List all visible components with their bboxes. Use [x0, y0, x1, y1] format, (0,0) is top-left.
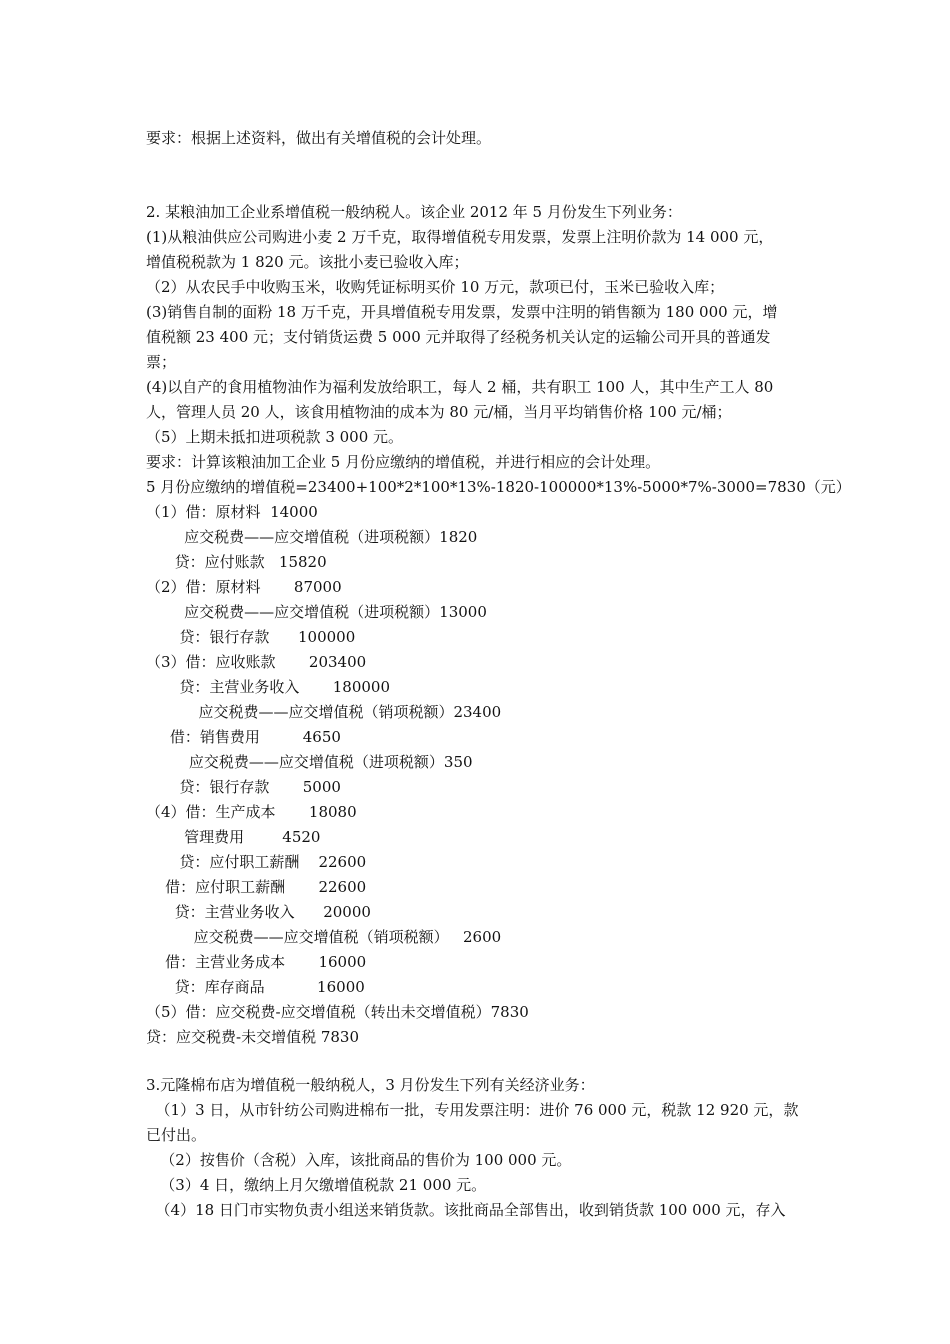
problem-2-requirement: 要求：计算该粮油加工企业 5 月份应缴纳的增值税，并进行相应的会计处理。: [146, 453, 661, 471]
problem-3-item: （1）3 日，从市针纺公司购进棉布一批，专用发票注明：进价 76 000 元，税款 12 920 元，款: [146, 1101, 799, 1119]
problem-2-item: 人，管理人员 20 人，该食用植物油的成本为 80 元/桶，当月平均销售价格 100 元/桶；: [146, 403, 732, 421]
journal-entry-line: 贷：应付账款 15820: [146, 553, 327, 571]
problem-3-item: （4）18 日门市实物负责小组送来销货款。该批商品全部售出，收到销货款 100 000 元，存入: [146, 1201, 786, 1219]
journal-entry-line: 借：销售费用 4650: [146, 728, 341, 746]
problem-2-item: （2）从农民手中收购玉米，收购凭证标明买价 10 万元，款项已付，玉米已验收入库；: [146, 278, 725, 296]
problem-2-item: (4)以自产的食用植物油作为福利发放给职工，每人 2 桶，共有职工 100 人，其中生产工人 80: [146, 378, 774, 396]
problem-3-item: （2）按售价（含税）入库，该批商品的售价为 100 000 元。: [146, 1151, 572, 1169]
journal-entry-line: 应交税费——应交增值税（进项税额）1820: [146, 528, 478, 546]
journal-entry-line: （5）借：应交税费-应交增值税（转出未交增值税）7830: [146, 1003, 529, 1021]
problem-2-item: (1)从粮油供应公司购进小麦 2 万千克，取得增值税专用发票，发票上注明价款为 14 000 元，: [146, 228, 774, 246]
journal-entry-line: （1）借：原材料 14000: [146, 503, 318, 521]
problem-2-item: 值税额 23 400 元；支付销货运费 5 000 元并取得了经税务机关认定的运输公司开具的普通发: [146, 328, 771, 346]
journal-entry-line: 借：主营业务成本 16000: [146, 953, 367, 971]
journal-entry-line: 贷：应交税费-未交增值税 7830: [146, 1028, 360, 1046]
problem-2-item: 增值税税款为 1 820 元。该批小麦已验收入库；: [146, 253, 469, 271]
problem-3-title: 3.元隆棉布店为增值税一般纳税人，3 月份发生下列有关经济业务：: [146, 1076, 595, 1094]
problem-2-item: (3)销售自制的面粉 18 万千克，开具增值税专用发票，发票中注明的销售额为 180 000 元，增: [146, 303, 778, 321]
journal-entry-line: （4）借：生产成本 18080: [146, 803, 357, 821]
problem-3-item: 已付出。: [146, 1126, 207, 1144]
journal-entry-line: 应交税费——应交增值税（进项税额）13000: [146, 603, 487, 621]
journal-entry-line: 应交税费——应交增值税（销项税额） 2600: [146, 928, 502, 946]
problem-2-item: （5）上期未抵扣进项税款 3 000 元。: [146, 428, 404, 446]
problem-3-item: （3）4 日，缴纳上月欠缴增值税款 21 000 元。: [146, 1176, 487, 1194]
journal-entry-line: 管理费用 4520: [146, 828, 321, 846]
problem-2-title: 2. 某粮油加工企业系增值税一般纳税人。该企业 2012 年 5 月份发生下列业务：: [146, 203, 682, 221]
journal-entry-line: 应交税费——应交增值税（进项税额）350: [146, 753, 473, 771]
journal-entry-line: 贷：银行存款 5000: [146, 778, 341, 796]
problem-2-item: 票；: [146, 353, 177, 371]
journal-entry-line: 应交税费——应交增值税（销项税额）23400: [146, 703, 502, 721]
requirement-line: 要求：根据上述资料，做出有关增值税的会计处理。: [146, 129, 492, 147]
journal-entry-line: 借：应付职工薪酬 22600: [146, 878, 367, 896]
journal-entry-line: 贷：主营业务收入 180000: [146, 678, 391, 696]
journal-entry-line: 贷：主营业务收入 20000: [146, 903, 371, 921]
journal-entry-line: 贷：应付职工薪酬 22600: [146, 853, 367, 871]
journal-entry-line: （2）借：原材料 87000: [146, 578, 342, 596]
journal-entry-line: 贷：银行存款 100000: [146, 628, 356, 646]
vat-formula: 5 月份应缴纳的增值税=23400+100*2*100*13%-1820-100000*13%-5000*7%-3000=7830（元）: [146, 478, 851, 496]
journal-entry-line: （3）借：应收账款 203400: [146, 653, 367, 671]
journal-entry-line: 贷：库存商品 16000: [146, 978, 365, 996]
